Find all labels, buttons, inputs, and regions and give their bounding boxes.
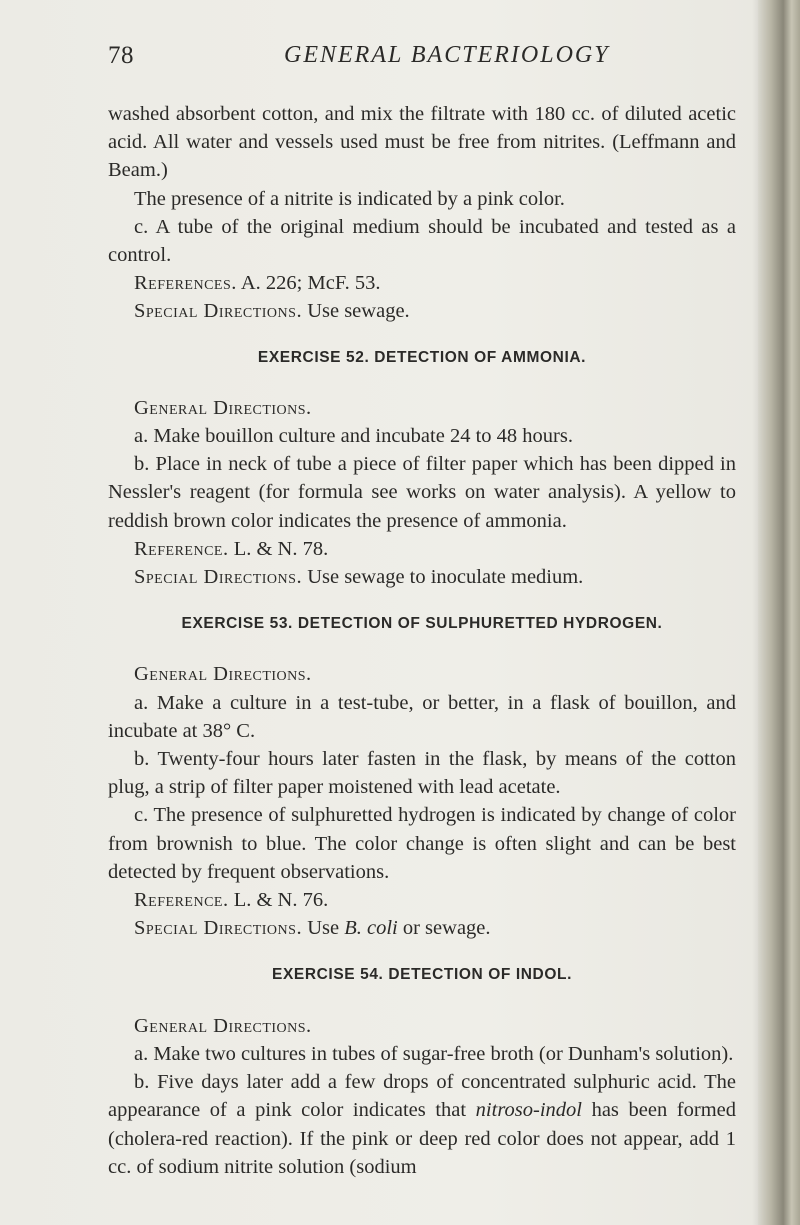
reference-text: L. & N. 76. <box>233 889 329 912</box>
book-spine-edge <box>758 0 800 1225</box>
special-directions-line <box>108 563 736 591</box>
special-directions-line <box>108 914 736 942</box>
direction-b: b. Twenty-four hours later fasten in the flask, by means of the cotton plug, a strip of filter paper moistened with lead acetate. <box>108 748 736 799</box>
compound-name: nitroso-indol <box>475 1099 582 1122</box>
special-directions-pre: Use <box>307 917 340 940</box>
direction-a: a. Make a culture in a test-tube, or better, in a flask of bouillon, and incubate at 38° C. <box>108 691 736 742</box>
direction-b: b. Place in neck of tube a piece of filter paper which has been dipped in Nessler's reagent (for formula see works on water analysis). A yellow to reddish brown color indicates the presence of ammonia. <box>108 453 736 532</box>
special-directions-label: Special Directions. <box>134 300 303 323</box>
special-directions-label: Special Directions. <box>134 917 303 940</box>
direction-b <box>108 1068 736 1181</box>
special-directions-line <box>108 297 736 325</box>
page-number: 78 <box>108 42 134 69</box>
paragraph: washed absorbent cotton, and mix the filtrate with 180 cc. of diluted acetic acid. All water and vessels used must be free from nitrites. (Leffmann and Beam.) <box>108 103 736 182</box>
direction-a: a. Make two cultures in tubes of sugar-free broth (or Dunham's solution). <box>134 1042 734 1065</box>
direction-c: c. The presence of sulphuretted hydrogen is indicated by change of color from brownish to blue. The color change is often slight and can be best detected by frequent observations. <box>108 804 736 883</box>
reference-line <box>108 535 736 563</box>
references-line <box>108 269 736 297</box>
special-directions-label: Special Directions. <box>134 566 303 589</box>
reference-text: L. & N. 78. <box>233 537 329 560</box>
references-text: A. 226; McF. 53. <box>240 272 381 295</box>
general-directions-label: General Directions. <box>134 1014 312 1037</box>
general-directions-label: General Directions. <box>134 663 312 686</box>
organism-name: B. coli <box>344 917 398 940</box>
exercise-52-heading: EXERCISE 52. DETECTION OF AMMONIA. <box>257 348 587 366</box>
general-directions-label: General Directions. <box>134 396 312 419</box>
special-directions-post: or sewage. <box>402 917 491 940</box>
paragraph: c. A tube of the original medium should be incubated and tested as a control. <box>108 215 736 267</box>
direction-b-post: has been formed (cholera-red reaction). If the pink or deep red color does not appear, add 1 cc. of sodium nitrite solution (sodium <box>108 1099 736 1178</box>
direction-b-pre: b. Five days later add a few drops of concentrated sulphuric acid. The appearance of a pink color indicates that <box>108 1071 736 1122</box>
exercise-53-heading: EXERCISE 53. DETECTION OF SULPHURETTED HYDROGEN. <box>181 615 663 633</box>
running-head <box>0 42 800 82</box>
exercise-54-heading: EXERCISE 54. DETECTION OF INDOL. <box>272 966 572 984</box>
reference-label: Reference. <box>134 537 229 560</box>
special-directions-text: Use sewage. <box>307 300 410 323</box>
page-body <box>108 100 736 1181</box>
paragraph: The presence of a nitrite is indicated by a pink color. <box>134 187 565 210</box>
direction-a: a. Make bouillon culture and incubate 24 to 48 hours. <box>134 425 573 448</box>
running-title: GENERAL BACTERIOLOGY <box>284 42 610 68</box>
reference-label: Reference. <box>134 889 229 912</box>
reference-line <box>108 886 736 914</box>
references-label: References. <box>134 272 237 295</box>
special-directions-text: Use sewage to inoculate medium. <box>307 566 584 589</box>
